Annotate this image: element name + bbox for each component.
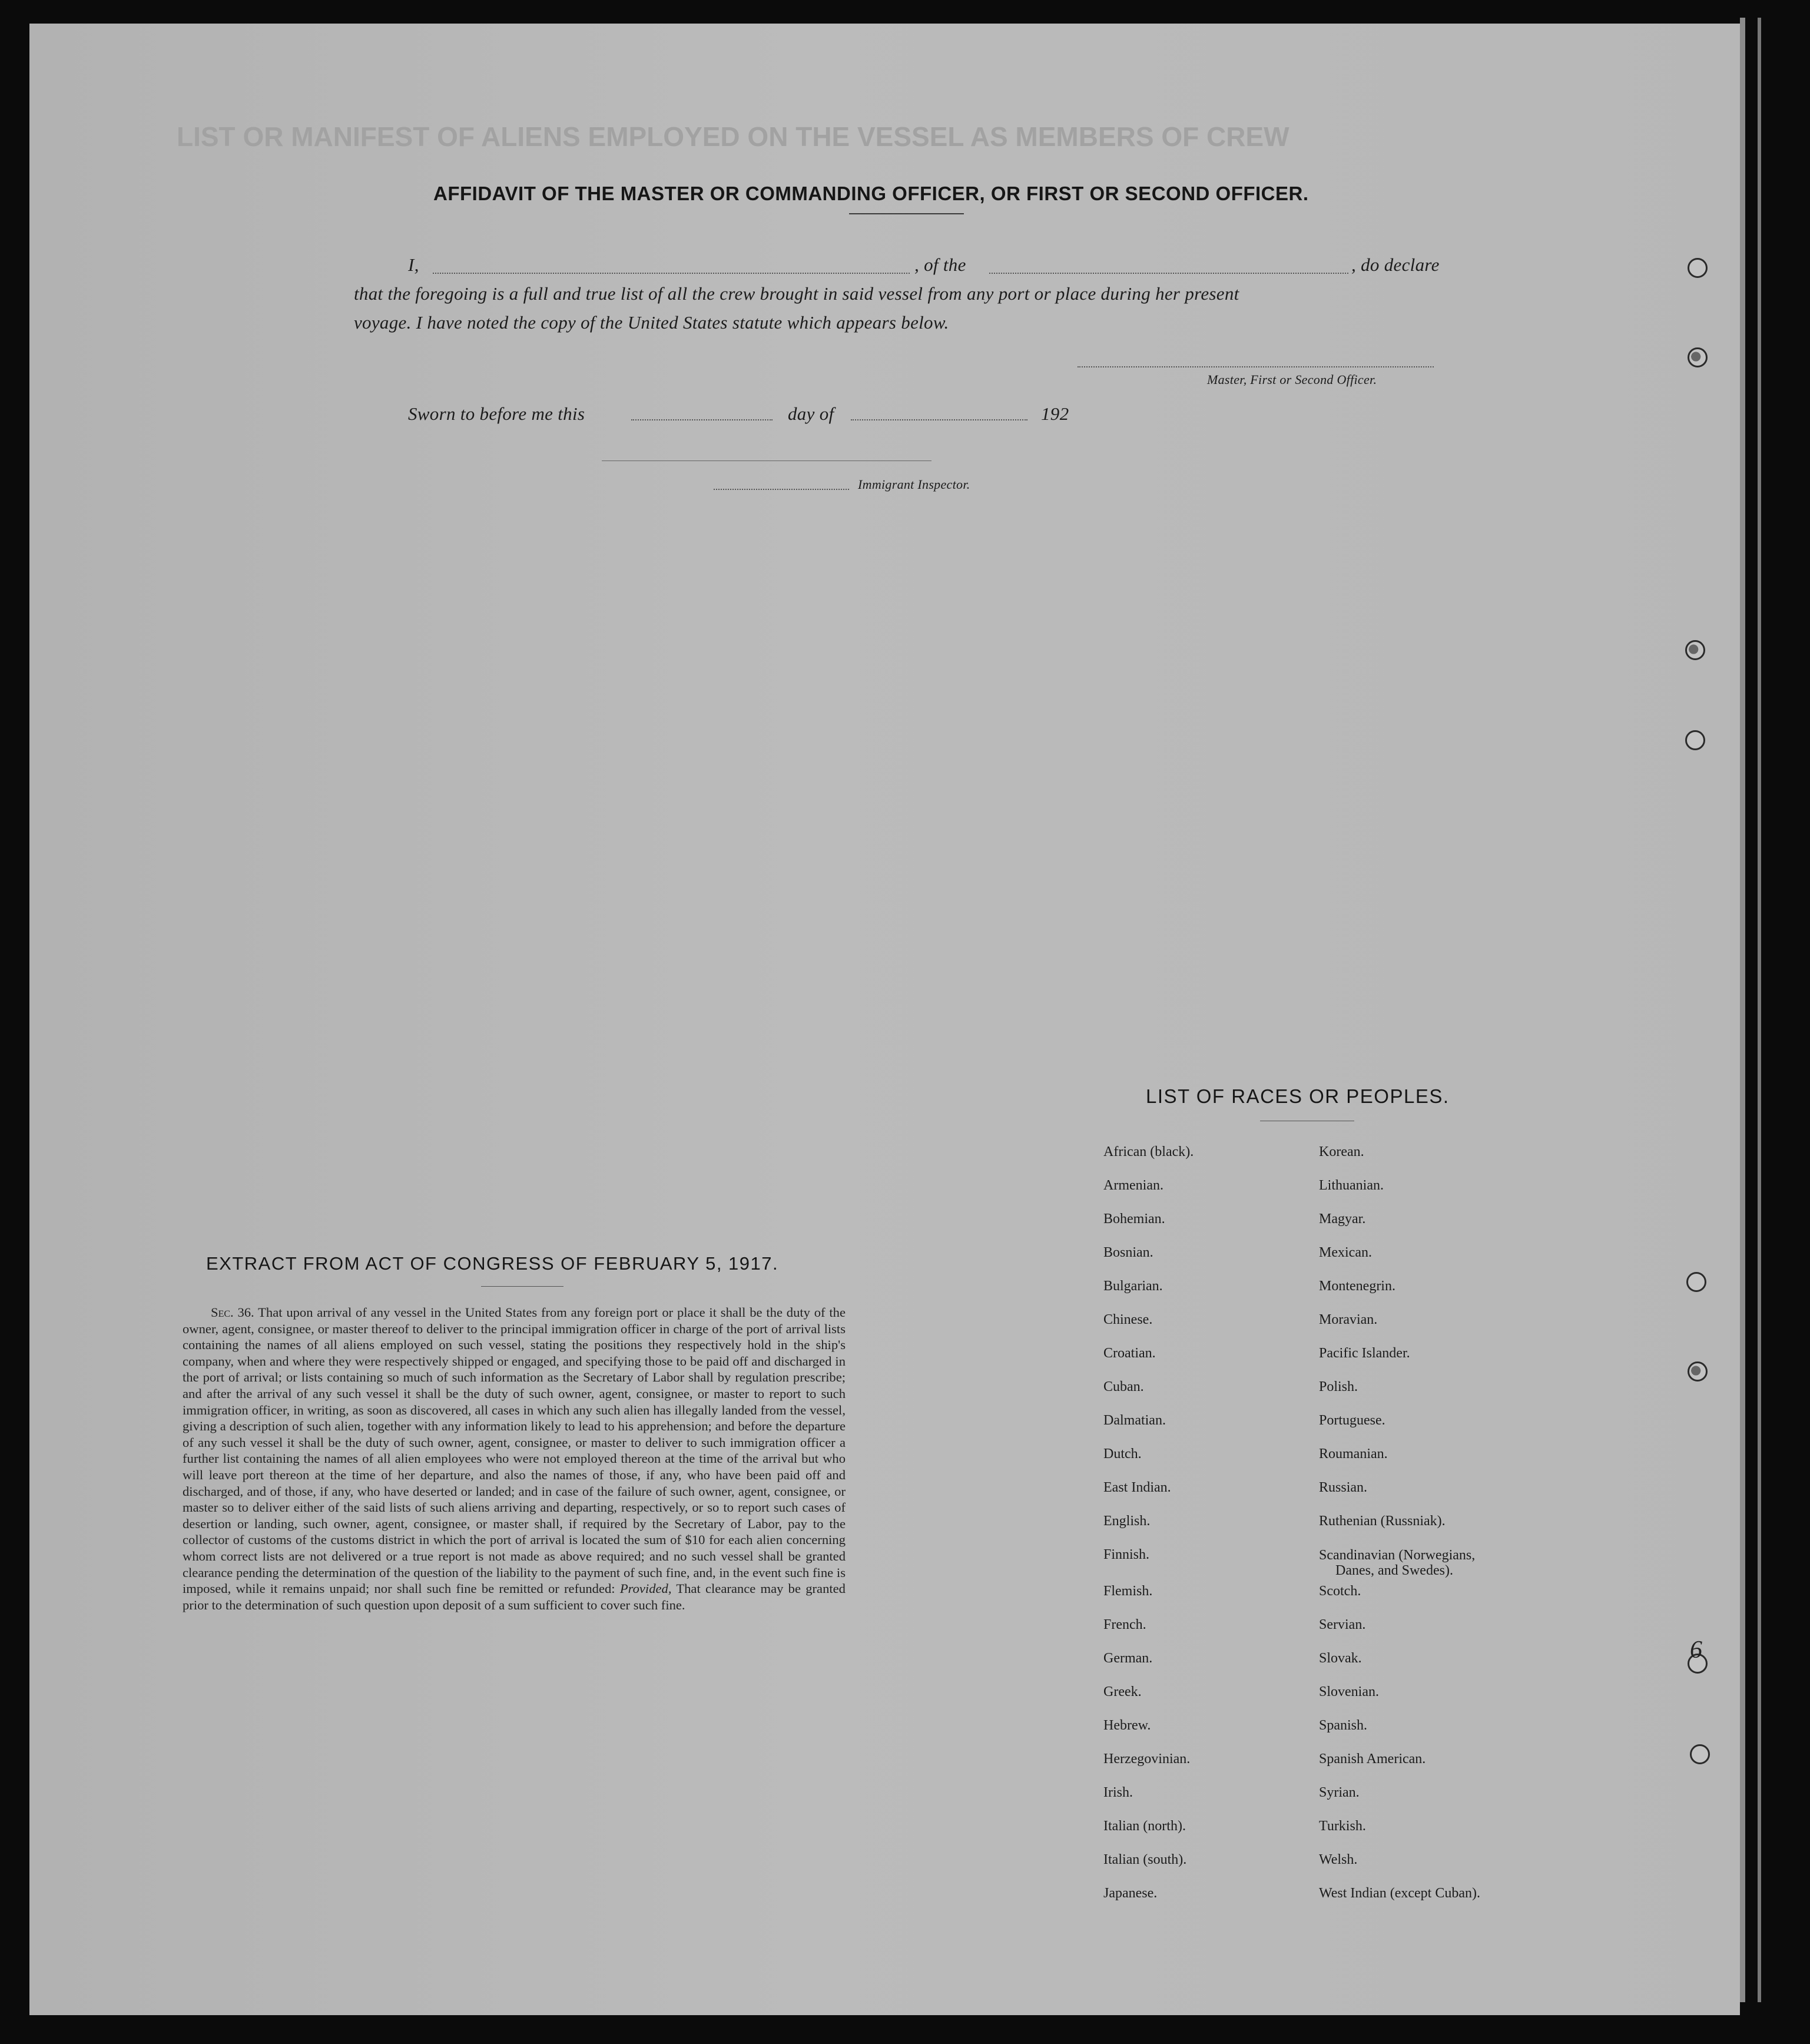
sworn-label: Sworn to before me this bbox=[408, 403, 585, 424]
inspector-label: Immigrant Inspector. bbox=[858, 477, 970, 492]
race-item: East Indian. bbox=[1103, 1480, 1171, 1495]
provided-label: Provided, bbox=[619, 1581, 672, 1596]
punch-hole bbox=[1688, 347, 1708, 367]
race-item: Korean. bbox=[1319, 1144, 1364, 1160]
affidavit-heading: AFFIDAVIT OF THE MASTER OR COMMANDING OFFICER, OR FIRST OR SECOND OFFICER. bbox=[433, 183, 1309, 204]
race-item: Hebrew. bbox=[1103, 1718, 1151, 1733]
race-item: Bosnian. bbox=[1103, 1245, 1153, 1260]
punch-hole bbox=[1686, 1272, 1706, 1292]
page-edge-shadow bbox=[1740, 18, 1745, 2002]
race-item: Scotch. bbox=[1319, 1583, 1361, 1599]
punch-hole bbox=[1688, 258, 1708, 278]
vessel-label: , of the bbox=[914, 254, 966, 275]
race-item: Spanish American. bbox=[1319, 1751, 1426, 1767]
master-signature-field[interactable] bbox=[1078, 366, 1434, 367]
race-item: Finnish. bbox=[1103, 1547, 1150, 1562]
race-item: Montenegrin. bbox=[1319, 1278, 1395, 1294]
statute-body-part-1: That upon arrival of any vessel in the United States from any foreign port or place it shall be the duty of the owner, agent, consignee, or master thereof to deliver to the principal immigration officer in charge of the port of arrival lists containing the names of all aliens employed on such vessel, stating the positions they respectively hold in the ship's company, when and where they were respectively shipped or engaged, and specifying those to be paid off and discharged in the port of arrival; or lists containing so much of such information as the Secretary of Labor shall by regulation prescribe; and after the arrival of any such vessel it shall be the duty of such owner, agent, consignee, or master to report to such immigration officer, in writing, as soon as discovered, all cases in which any such alien has illegally landed from the vessel, giving a description of such alien, together with any information likely to lead to his apprehension; and before the departure of any such vessel it shall be the duty of such owner, agent, consignee, or master to deliver to such immigration officer a further list containing the names of all alien employees who were not employed thereon at the time of the arrival but who will leave port thereon at the time of her departure, and also the names of those, if any, who have been paid off and discharged, and of those, if any, who have deserted or landed; and in case of the failure of such owner, agent, consignee, or master so to deliver either of the said lists of such aliens arriving and departing, respectively, or so to report such cases of desertion or landing, such owner, agent, consignee, or master shall, if required by the Secretary of Labor, pay to the collector of customs of the customs district in which the port of arrival is located the sum of $10 for each alien concerning whom correct lists are not delivered or a true report is not made as above required; and no such vessel shall be granted clearance pending the determination of the question of the liability to the payment of such fine, and, in the event such fine is imposed, while it remains unpaid; nor shall such fine be remitted or refunded: bbox=[183, 1305, 846, 1596]
extract-heading-rule bbox=[481, 1286, 563, 1287]
race-item: Flemish. bbox=[1103, 1583, 1153, 1599]
race-item: Magyar. bbox=[1319, 1211, 1366, 1227]
race-item: German. bbox=[1103, 1651, 1153, 1666]
race-item: Servian. bbox=[1319, 1617, 1366, 1632]
section-label: Sec. 36. bbox=[211, 1305, 254, 1320]
punch-hole bbox=[1685, 730, 1705, 750]
race-item: Chinese. bbox=[1103, 1312, 1153, 1327]
race-item: Portuguese. bbox=[1319, 1413, 1385, 1428]
race-item: Japanese. bbox=[1103, 1886, 1158, 1901]
race-item: Bulgarian. bbox=[1103, 1278, 1163, 1294]
declarant-label: I, bbox=[408, 254, 419, 275]
race-item: Mexican. bbox=[1319, 1245, 1372, 1260]
race-item: English. bbox=[1103, 1513, 1151, 1529]
race-item: West Indian (except Cuban). bbox=[1319, 1886, 1480, 1901]
race-item: French. bbox=[1103, 1617, 1146, 1632]
race-item: Turkish. bbox=[1319, 1818, 1366, 1834]
punch-hole bbox=[1690, 1744, 1710, 1764]
race-item-line-2: Danes, and Swedes). bbox=[1335, 1563, 1453, 1578]
affidavit-line-2: that the foregoing is a full and true list of all the crew brought in said vessel from any port or place during her present bbox=[354, 283, 1239, 304]
race-item: Irish. bbox=[1103, 1785, 1133, 1800]
race-item: Italian (south). bbox=[1103, 1852, 1187, 1867]
declare-label: , do declare bbox=[1351, 254, 1440, 275]
races-heading: LIST OF RACES OR PEOPLES. bbox=[1146, 1085, 1450, 1107]
vessel-name-field[interactable] bbox=[989, 273, 1348, 274]
race-item: Russian. bbox=[1319, 1480, 1368, 1495]
race-item: Greek. bbox=[1103, 1684, 1142, 1700]
race-item: Italian (north). bbox=[1103, 1818, 1186, 1834]
day-of-label: day of bbox=[788, 403, 834, 424]
race-item-multiline bbox=[1319, 1547, 1480, 1583]
races-right-column bbox=[1319, 1144, 1480, 1919]
statute-text bbox=[183, 1304, 846, 1613]
sworn-month-field[interactable] bbox=[851, 419, 1027, 420]
race-item: Slovak. bbox=[1319, 1651, 1362, 1666]
race-item: Croatian. bbox=[1103, 1346, 1156, 1361]
race-item: Herzegovinian. bbox=[1103, 1751, 1191, 1767]
race-item: Welsh. bbox=[1319, 1852, 1358, 1867]
statute-body-part-2: That clearance may be granted prior to the determination of such question upon deposit of a sum sufficient to cover such fine. bbox=[183, 1581, 846, 1612]
race-item: Cuban. bbox=[1103, 1379, 1144, 1394]
race-item: Pacific Islander. bbox=[1319, 1346, 1410, 1361]
extract-heading: EXTRACT FROM ACT OF CONGRESS OF FEBRUARY 5, 1917. bbox=[206, 1253, 779, 1274]
sworn-day-field[interactable] bbox=[631, 419, 773, 420]
race-item: Dalmatian. bbox=[1103, 1413, 1166, 1428]
punch-hole bbox=[1685, 640, 1705, 660]
race-item: African (black). bbox=[1103, 1144, 1194, 1160]
race-item: Slovenian. bbox=[1319, 1684, 1379, 1700]
race-item-line-1: Scandinavian (Norwegians, bbox=[1319, 1548, 1476, 1563]
race-item: Syrian. bbox=[1319, 1785, 1360, 1800]
race-item: Dutch. bbox=[1103, 1446, 1142, 1462]
affidavit-line-3: voyage. I have noted the copy of the United States statute which appears below. bbox=[354, 312, 949, 333]
inspector-name-field[interactable] bbox=[714, 489, 849, 490]
master-signature-label: Master, First or Second Officer. bbox=[1207, 372, 1377, 387]
punch-hole bbox=[1688, 1361, 1708, 1382]
bleed-through-header: LIST OR MANIFEST OF ALIENS EMPLOYED ON THE VESSEL AS MEMBERS OF CREW bbox=[177, 121, 1289, 152]
race-item: Moravian. bbox=[1319, 1312, 1378, 1327]
race-item: Roumanian. bbox=[1319, 1446, 1388, 1462]
race-item: Spanish. bbox=[1319, 1718, 1368, 1733]
marginal-mark: 6 bbox=[1690, 1636, 1702, 1664]
race-item: Armenian. bbox=[1103, 1178, 1163, 1193]
races-left-column bbox=[1103, 1144, 1194, 1919]
heading-underline bbox=[849, 213, 964, 214]
race-item: Polish. bbox=[1319, 1379, 1358, 1394]
page-edge-shadow bbox=[1758, 18, 1761, 2002]
declarant-name-field[interactable] bbox=[433, 273, 910, 274]
race-item: Ruthenian (Russniak). bbox=[1319, 1513, 1446, 1529]
year-label: 192 bbox=[1041, 403, 1069, 424]
race-item: Bohemian. bbox=[1103, 1211, 1165, 1227]
race-item: Lithuanian. bbox=[1319, 1178, 1384, 1193]
